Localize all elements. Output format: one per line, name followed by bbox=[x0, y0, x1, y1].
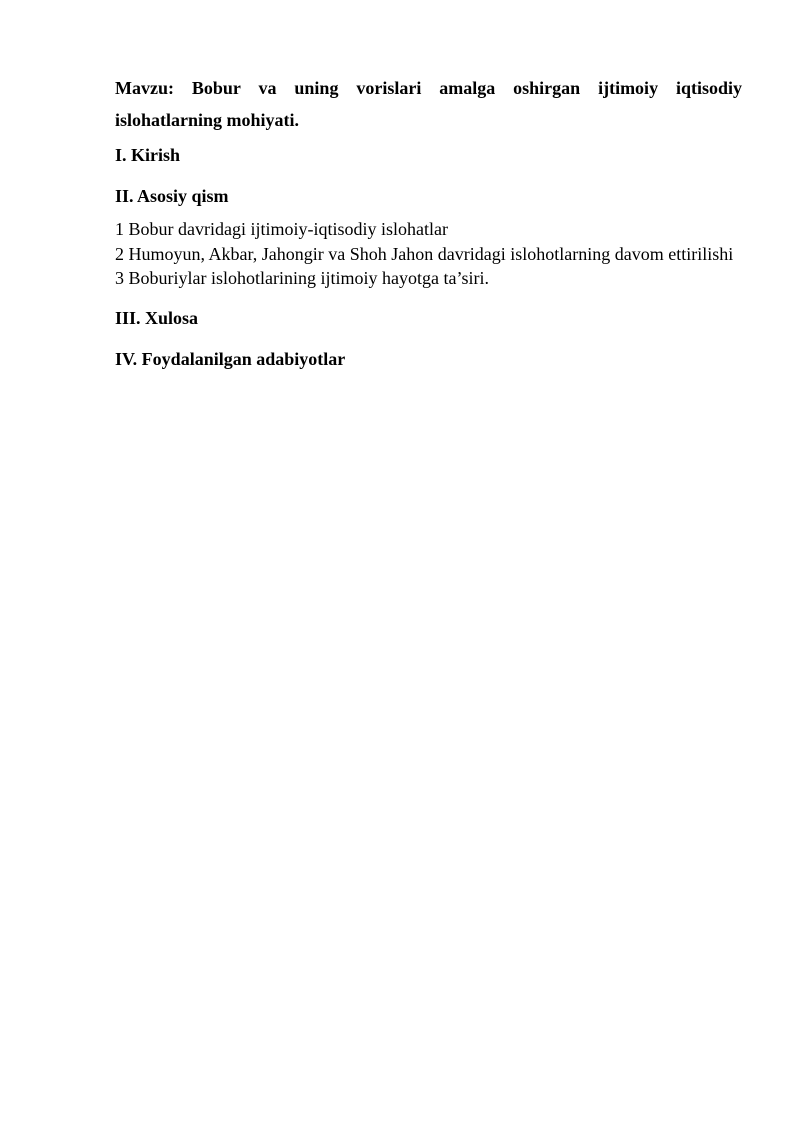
document-page bbox=[115, 72, 742, 370]
list-item: 3 Boburiylar islohotlarining ijtimoiy hayotga ta’siri. bbox=[115, 268, 489, 288]
main-part-list bbox=[115, 217, 742, 291]
section-main-part: II. Asosiy qism bbox=[115, 186, 229, 206]
document-title: Mavzu: Bobur va uning vorislari amalga oshirgan ijtimoiy iqtisodiy islohatlarning mohiyati. bbox=[115, 78, 742, 130]
section-conclusion: III. Xulosa bbox=[115, 307, 199, 328]
section-references: IV. Foydalanilgan adabiyotlar bbox=[115, 348, 346, 369]
list-item: 1 Bobur davridagi ijtimoiy-iqtisodiy islohatlar bbox=[115, 219, 448, 239]
section-introduction: I. Kirish bbox=[115, 145, 181, 165]
list-item: 2 Humoyun, Akbar, Jahongir va Shoh Jahon davridagi islohotlarning davom ettirilishi bbox=[115, 243, 734, 264]
